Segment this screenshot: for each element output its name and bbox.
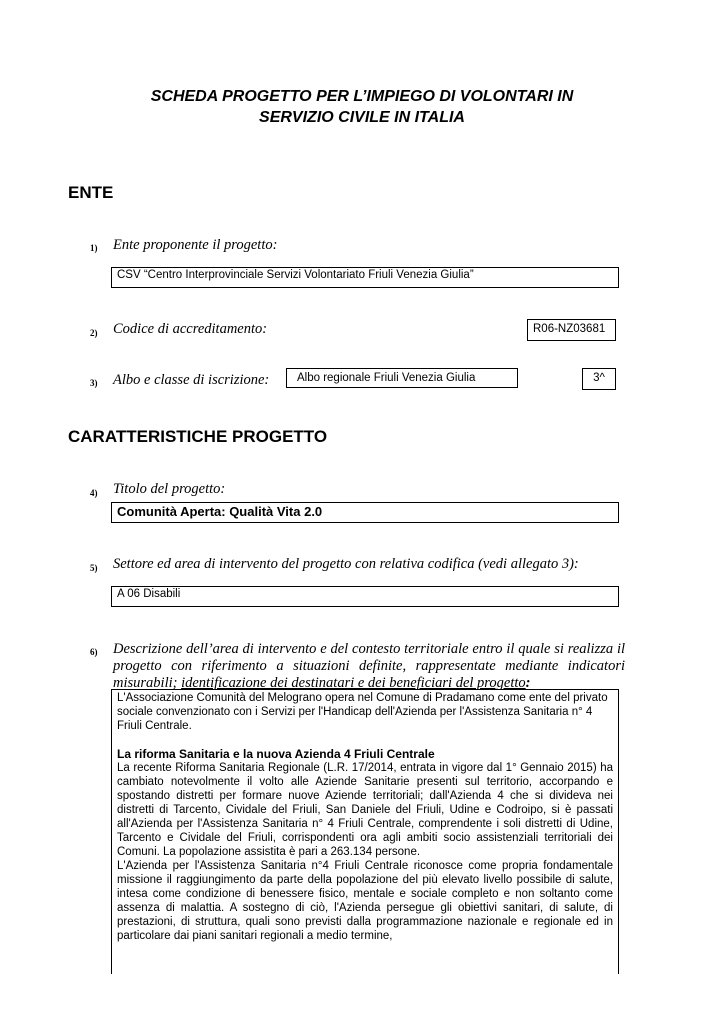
question-4-label: Titolo del progetto: <box>113 481 226 497</box>
question-6-description-box <box>111 689 619 974</box>
codice-accreditamento-value: R06-NZ03681 <box>533 323 606 335</box>
page-title-line-2: SERVIZIO CIVILE IN ITALIA <box>259 109 465 126</box>
question-3-class-box <box>582 368 616 390</box>
question-2-label: Codice di accreditamento: <box>113 321 268 337</box>
question-1-value-box <box>111 267 619 288</box>
classe-value: 3^ <box>593 372 605 384</box>
question-4-value-box <box>111 502 619 523</box>
question-5-label: Settore ed area di intervento del progetto con relativa codifica (vedi allegato 3): <box>113 556 579 572</box>
description-paragraph-2: L'Azienda per l'Assistenza Sanitaria n°4 Friuli Centrale riconosce come propria fondamentale missione il raggiungimento da parte della popolazione del più elevato livello possibile di salute, intesa come condizione di benessere fisico, mentale e sociale completo e non soltanto come assenza di malattia. A sostegno di ciò, l'Azienda persegue gli obiettivi sanitari, di salute, di prestazioni, di struttura, quali sono previsti dalla programmazione nazionale e regionale ed in particolare dai piani sanitari regionali a medio termine, <box>117 860 613 942</box>
question-6-label-plain: Descrizione dell’area di intervento e del contesto territoriale entro il quale si realizza il progetto con riferimento a situazioni definite, rappresentate mediante indicatori misurabili; <box>113 641 625 691</box>
albo-value: Albo regionale Friuli Venezia Giulia <box>297 372 476 384</box>
question-6-label-colon: : <box>525 675 531 691</box>
question-3-label: Albo e classe di iscrizione: <box>113 372 270 388</box>
question-2-value-box <box>527 319 616 341</box>
question-6-label-underlined: identificazione dei destinatari e dei beneficiari del progetto <box>181 675 526 691</box>
question-6-label <box>113 641 625 692</box>
description-intro: L'Associazione Comunità del Melograno opera nel Comune di Pradamano come ente del privato sociale convenzionato con i Servizi per l'Handicap dell'Azienda per l'Assistenza Sanitaria n° 4 Friuli Centrale. <box>117 692 608 732</box>
ente-proponente-value: CSV “Centro Interprovinciale Servizi Volontariato Friuli Venezia Giulia” <box>117 269 474 281</box>
page-title-line-1: SCHEDA PROGETTO PER L’IMPIEGO DI VOLONTARI IN <box>150 88 574 105</box>
page-title <box>0 86 724 128</box>
question-1-label: Ente proponente il progetto: <box>113 237 278 253</box>
section-heading-caratteristiche: CARATTERISTICHE PROGETTO <box>68 427 328 446</box>
question-3-albo-box <box>286 368 518 388</box>
description-subheading: La riforma Sanitaria e la nuova Azienda 4 Friuli Centrale <box>117 747 435 761</box>
question-5-number: 5) <box>90 563 98 573</box>
section-heading-ente: ENTE <box>68 183 114 202</box>
question-3-number: 3) <box>90 378 98 388</box>
question-2-number: 2) <box>90 328 98 338</box>
question-5-value-box <box>111 586 619 607</box>
description-paragraph-1: La recente Riforma Sanitaria Regionale (L.R. 17/2014, entrata in vigore dal 1° Gennaio 2015) ha cambiato notevolmente il volto alle Aziende Sanitarie presenti sul territorio, accorpando e spostando distretti per formare nuove Aziende territoriali; dall'Azienda 4 che si divideva nei distretti di Tarcento, Cividale del Friuli, San Daniele del Friuli, Udine e Codroipo, si è passati all'Azienda per l'Assistenza Sanitaria n° 4 Friuli Centrale, comprendente i soli distretti di Udine, Tarcento e Cividale del Friuli, corrispondenti ora agli ambiti socio assistenziali territoriali dei Comuni. La popolazione assistita è pari a 263.134 persone. <box>117 762 613 858</box>
question-1-number: 1) <box>90 243 98 253</box>
settore-value: A 06 Disabili <box>117 588 181 600</box>
question-6-number: 6) <box>90 647 98 657</box>
titolo-progetto-value: Comunità Aperta: Qualità Vita 2.0 <box>117 504 323 519</box>
question-4-number: 4) <box>90 488 98 498</box>
